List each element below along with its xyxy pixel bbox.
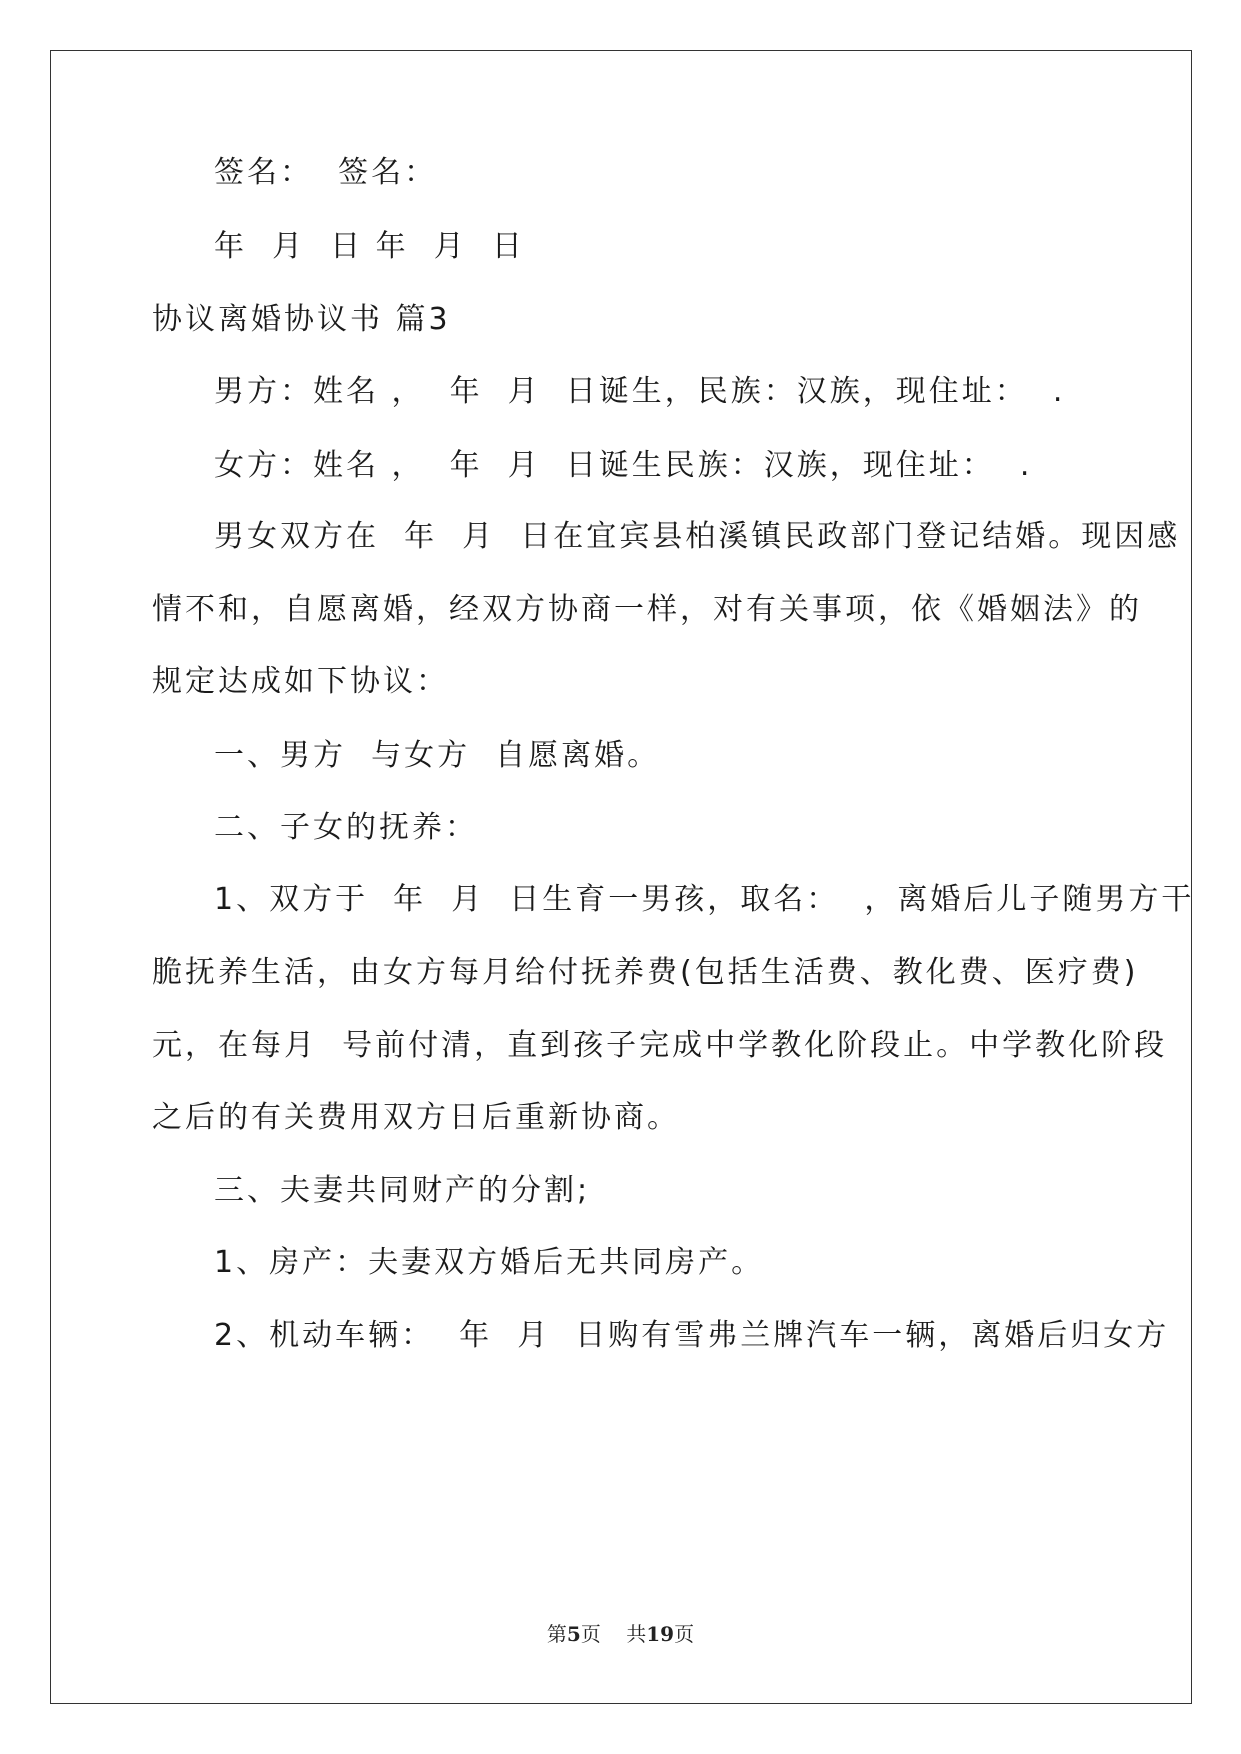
- page-border: [50, 50, 1195, 1704]
- date-line: 年 月 日 年 月 日: [214, 229, 525, 264]
- paragraph-line: 脆抚养生活，由女方每月给付抚养费(包括生活费、教化费、医疗费): [152, 955, 1139, 990]
- husband-info: 男方：姓名 ， 年 月 日诞生，民族：汉族，现住址： .: [214, 374, 1066, 409]
- total-pages-number: 19: [646, 1622, 675, 1646]
- paragraph-line: 规定达成如下协议：: [152, 664, 449, 699]
- clause-heading: 三、夫妻共同财产的分割;: [214, 1173, 591, 1208]
- clause-line: 一、男方 与女方 自愿离婚。: [214, 738, 661, 773]
- footer-page-word: 页: [580, 1622, 601, 1646]
- wife-info: 女方：姓名 ， 年 月 日诞生民族：汉族，现住址： .: [214, 448, 1033, 483]
- paragraph-line: 情不和，自愿离婚，经双方协商一样，对有关事项，依《婚姻法》的: [152, 592, 1142, 627]
- paragraph-line: 1、双方于 年 月 日生育一男孩，取名： ，离婚后儿子随男方干: [214, 882, 1195, 917]
- paragraph-line: 元，在每月 号前付清，直到孩子完成中学教化阶段止。中学教化阶段: [152, 1028, 1168, 1063]
- paragraph-line: 之后的有关费用双方日后重新协商。: [152, 1100, 680, 1135]
- footer-total-prefix: 共: [626, 1622, 647, 1646]
- clause-line: 2、机动车辆： 年 月 日购有雪弗兰牌汽车一辆，离婚后归女方: [214, 1318, 1170, 1353]
- page-footer: [0, 1621, 1241, 1647]
- signature-line: 签名： 签名：: [214, 155, 438, 190]
- clause-heading: 二、子女的抚养：: [214, 810, 478, 845]
- section-heading: 协议离婚协议书 篇3: [152, 302, 451, 337]
- footer-prefix: 第: [546, 1622, 567, 1646]
- footer-total-word: 页: [674, 1622, 695, 1646]
- clause-line: 1、房产：夫妻双方婚后无共同房产。: [214, 1245, 765, 1280]
- current-page-number: 5: [566, 1622, 581, 1646]
- paragraph-line: 男女双方在 年 月 日在宜宾县柏溪镇民政部门登记结婚。现因感: [214, 519, 1181, 554]
